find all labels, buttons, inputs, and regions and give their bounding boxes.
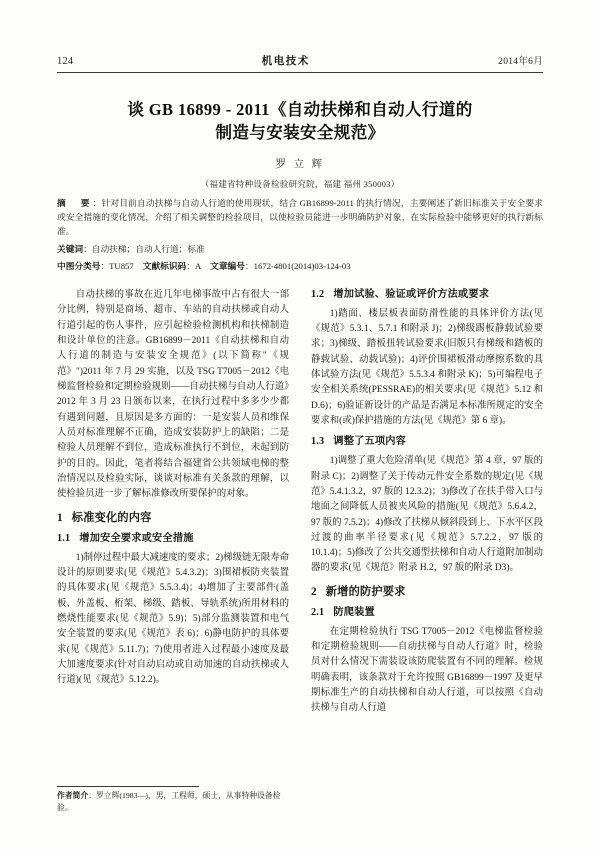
heading-1-standard-changes: [57, 510, 289, 526]
heading-1-number: 1: [57, 511, 63, 524]
heading-1-text: 标准变化的内容: [71, 511, 152, 524]
abstract-paragraph: [57, 196, 543, 238]
heading-1-1-safety-requirements: [57, 532, 289, 547]
intro-paragraph: 自动扶梯的事故在近几年电梯事故中占有很大一部分比例，特别是商场、超市、车站的自动扶梯或自动人行道引起的伤人事件，应引起检验检测机构和扶梯制造和设计单位的注意。GB16899－2011《自动扶梯和自动人行道的制造与安装安全规范》(以下简称"《规范》")2011 年 7 月 29 实施，以及 TSG T7005－2012《电梯监督检验和定期检验规则——自动扶梯与自动人行道》2012 年 3 月 23 日颁布以来，在执行过程中多多少少都有遇到问题，且原因是多方面的：一是安装人员和维保人员对标准理解不正确，造成安装防护上的缺陷；二是检验人员理解不到位，造成标准执行不到位，未起到防护的目的。因此，笔者将结合福建省公共领域电梯的整治情况以及检验实际，谈谈对标准有关条款的理解，以使检验员进一步了解标准修改所要保护的对象。: [57, 290, 289, 500]
journal-title: 机电技术: [261, 56, 310, 67]
abstract-label: 摘 要: [57, 198, 93, 208]
article-title-line-1: 谈 GB 16899 - 2011《自动扶梯和自动人行道的: [127, 100, 473, 119]
heading-1-2-test-methods: [311, 288, 543, 303]
classification-line: [57, 259, 543, 273]
heading-2-new-protection: [311, 584, 543, 600]
body-column-left: [57, 288, 289, 689]
article-id-label: 文章编号: [210, 261, 245, 272]
abstract-text: ：针对目前自动扶梯与自动人行道的使用现状，结合 GB16899-2011 的执行情况，主要阐述了新旧标准关于安全要求或安全措施的变化情况，介绍了相关调整的检验项目，以使检验员能进一步明确防护对象，在实际检验中能够更好的执行新标准。: [57, 198, 543, 237]
author-bio-label: 作者简介: [57, 791, 89, 800]
abstract-block: [57, 196, 543, 273]
clc-label: 中图分类号: [57, 261, 101, 272]
keywords-text: ：自动扶梯；自动人行道；标准: [83, 244, 205, 255]
heading-2-1-text: 防爬装置: [333, 607, 375, 619]
page-number: 124: [57, 56, 74, 67]
document-code-label: 文献标识码: [142, 261, 187, 272]
heading-1-2-text: 增加试验、验证或评价方法或要求: [333, 289, 490, 300]
running-head: [57, 56, 543, 73]
article-title-line-2: 制造与安装安全规范》: [215, 123, 385, 143]
heading-1-1-number: 1.1: [57, 532, 71, 544]
author-affiliation: （福建省特种设备检验研究院，福建 福州 350003）: [200, 178, 400, 189]
keywords-label: 关键词: [57, 244, 84, 255]
heading-1-2-number: 1.2: [311, 289, 325, 300]
author-bio-footnote: [57, 786, 289, 813]
heading-2-number: 2: [311, 585, 317, 598]
section-1-2-paragraph: 1)踏面、楼层板表面防滑性能的具体评价方法(见《规范》5.3.1、5.7.1 和附录 J)；2)梯级踢板静载试验要求；3)梯级、踏板扭转试验要求(旧版只有梯级和踏板的静载试验、动载试验)；4)评价围裙板滑动摩擦系数的具体试验方法(见《规范》5.5.3.4 和附录 K)；5)可编程电子安全相关系统(PESSRAE)的相关要求(见《规范》5.12 和 D.6)；6)验证新设计的产品是否满足本标准所规定的安全要求和(或)保护措施的方法(见《规范》第 6 章)。: [311, 308, 543, 427]
heading-2-1-anti-climb-device: [311, 606, 543, 621]
issue-date: 2014年6月: [498, 57, 543, 68]
keywords-line: [57, 242, 543, 256]
author-bio-text: ：罗立辉(1983—)，男，工程师，硕士，从事特种设备检验。: [57, 791, 281, 812]
heading-1-3-text: 调整了五项内容: [333, 436, 407, 448]
section-1-1-paragraph: 1)制停过程中最大减速度的要求；2)梯级链无限寿命设计的原则要求(见《规范》5.4.3.2)；3)围裙板防夹装置的具体要求(见《规范》5.5.3.4)；4)增加了主要部件(盖板、外盖板、桁架、梯级、踏板、导轨系统)所用材料的燃烧性能要求(见《规范》5.9)；5)部分监测装置和电气安全装置的要求(见《规范》表 6)；6)静电防护的具体要求(见《规范》5.11.7)；7)使用者进入过程最小速度及最大加速度要求(针对自动启动或自动加速的自动扶梯或人行道)(见《规范》5.12.2)。: [57, 552, 289, 686]
article-id-value: ：1672-4801(2014)03-124-03: [244, 261, 351, 272]
heading-1-3-five-adjustments: [311, 435, 543, 450]
section-1-3-paragraph: 1)调整了重大危险清单(见《规范》第 4 章，97 版的附录 C)；2)调整了关于传动元件安全系数的规定(见《规范》5.4.1.3.2，97 版的 12.3.2)；3)修改了在扶手带入口与地面之间降低人员被夹风险的措施(见《规范》5.6.4.2，97 版的 7.5.2)；4)修改了扶梯从倾斜段到上、下水平区段过渡的曲率半径要求(见《规范》5.7.2.2，97 版的 10.1.4)；5)修改了公共交通型扶梯和自动人行道附加制动器的要求(见《规范》附录 H.2，97 版的附录 D3)。: [311, 456, 544, 574]
document-code-value: ：A: [186, 261, 202, 272]
article-title: [57, 98, 543, 145]
heading-2-1-number: 2.1: [311, 607, 325, 619]
clc-value: ：TU857: [100, 261, 134, 272]
heading-2-text: 新增的防护要求: [325, 585, 406, 598]
author-name: 罗 立 辉: [275, 158, 325, 170]
section-2-1-paragraph: 在定期检验执行 TSG T7005－2012《电梯监督检验和定期检验规则——自动扶梯与自动人行道》时，检验员对什么情况下需装设该防爬装置有不同的理解。检规明确表明，该条款对于允许按照 GB16899－1997 及更早期标准生产的自动扶梯和自动人行道，可以按照《自动扶梯与自动人行道: [311, 626, 543, 714]
heading-1-1-text: 增加安全要求或安全措施: [79, 532, 194, 544]
title-block: [57, 98, 543, 190]
body-column-right: [311, 288, 543, 717]
heading-1-3-number: 1.3: [311, 436, 325, 448]
